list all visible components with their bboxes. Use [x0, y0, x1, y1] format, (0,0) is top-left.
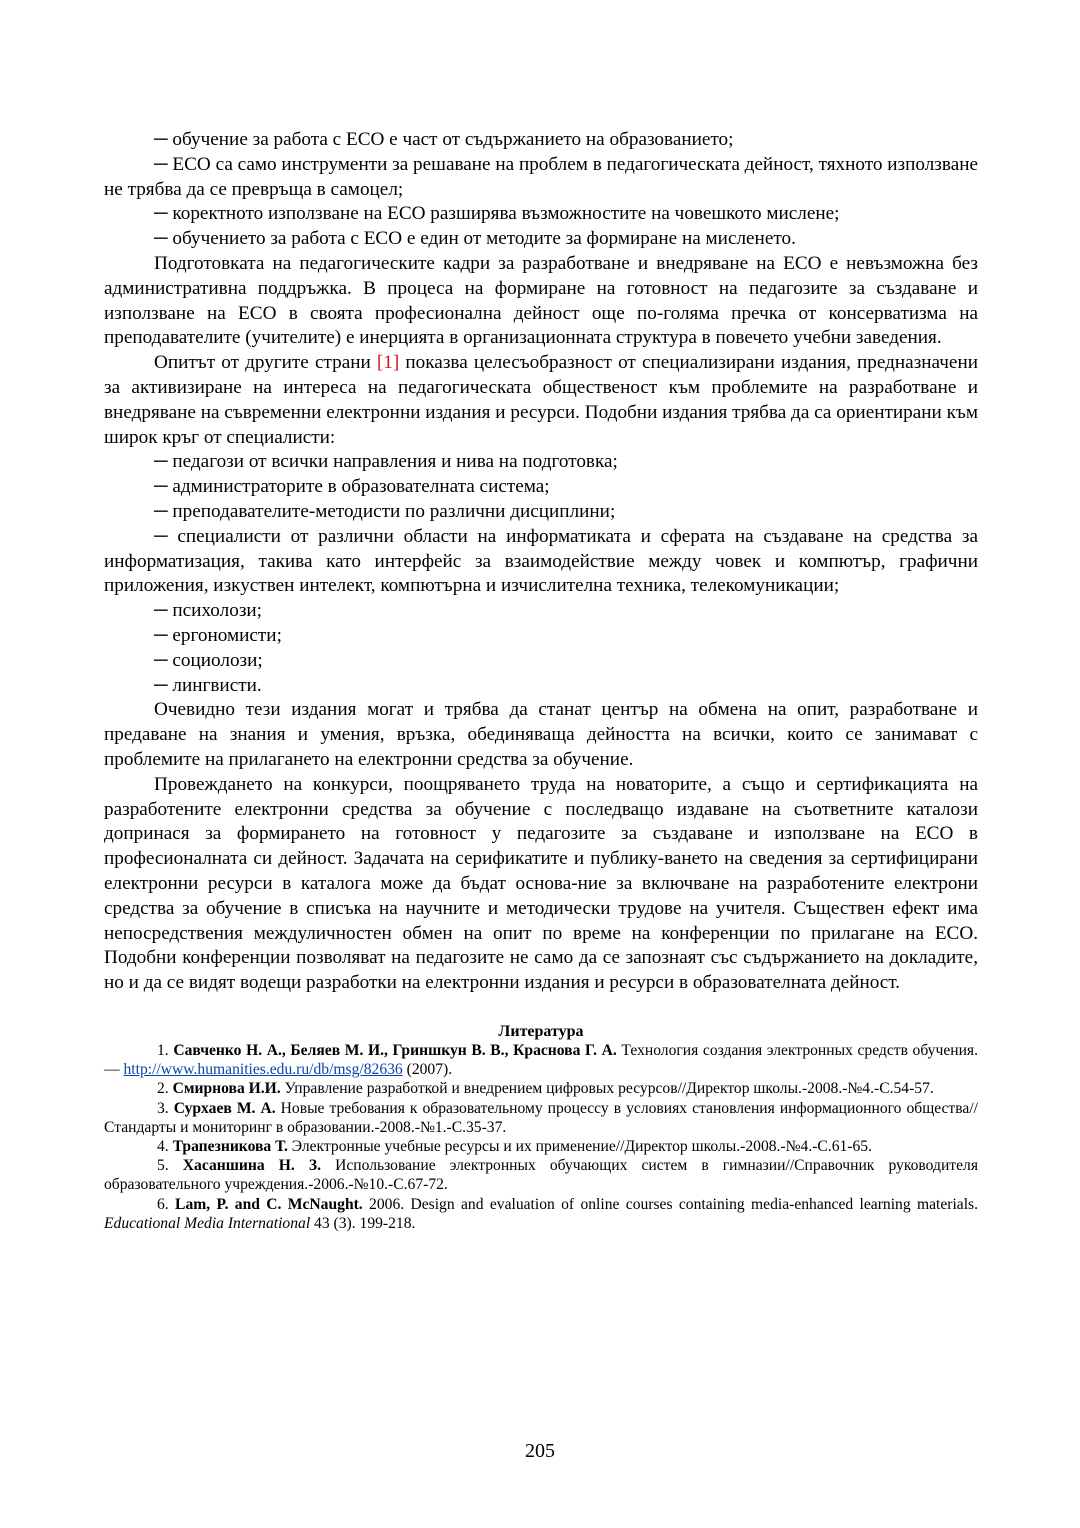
reference-authors: Хасаншина Н. З. [182, 1157, 321, 1175]
reference-item [104, 1099, 978, 1137]
paragraph-text: показва целесъобразност от специализирани издания, предназначени за активизиране на интереса на педагогическата общественост към проблемите на разработване и внедряване на съвременни електронни издания и ресурси. Подобни издания трябва да са ориентирани към широк кръг от специалисти: [104, 352, 978, 448]
reference-tail: 43 (3). 199-218. [310, 1214, 416, 1232]
reference-authors: Смирнова И.И. [172, 1080, 281, 1098]
paragraph [104, 351, 978, 450]
reference-authors: Сурхаев М. А. [173, 1099, 276, 1117]
reference-text: Новые требования к образовательному процессу в условиях становления информационного общества//Стандарты и мониторинг в образовании.-2008.-№1.-С.35-37. [104, 1099, 978, 1136]
reference-number: 3. [157, 1099, 174, 1117]
reference-text: Технология создания электронных средств обучения. — [104, 1041, 979, 1079]
list-item: ─ администраторите в образователната система; [154, 476, 550, 498]
paragraph-text: Опитът от другите страни [154, 352, 377, 374]
list-item: ─ коректното използване на ЕСО разширява възможностите на човешкото мислене; [154, 203, 840, 225]
page-number: 205 [525, 1440, 555, 1462]
reference-authors: Трапезникова Т. [172, 1137, 288, 1155]
reference-link[interactable]: http://www.humanities.edu.ru/db/msg/82636 [123, 1061, 403, 1079]
reference-number: 2. [157, 1080, 173, 1098]
list-item: ─ ергономисти; [154, 624, 282, 646]
reference-item [104, 1041, 978, 1079]
reference-number: 6. [157, 1195, 176, 1213]
list-item: ─ специалисти от различни области на информатиката и сферата на създаване на средства за информатизация, такива като интерфейс за взаимодействие между човек и компютър, графични приложения, изкуствен интелект, компютърна и изчислителна техника, телекомуникации; [104, 525, 978, 597]
list-item: ─ обучението за работа с ЕСО е един от методите за формиране на мисленето. [154, 228, 796, 250]
paragraph: Провеждането на конкурси, поощряването труда на новаторите, а също и сертификацията на разработените електронни средства за обучение с последващо издаване на съответните каталози допринася за формирането на готовност у педагозите за създаване и използване на ЕСО в професионалната си дейност. Задачата на серификатите и публику-ването на сведения за сертифицирани електронни ресурси в каталога може да бъдат основа-ние за включване на разработените електрони средства за обучение в списъка на научните и методически трудове на учителя. Съществен ефект има непосредствения междуличностен обмен на опит по време на конференции по прилагане на ЕСО. Подобни конференции позволяват на педагозите не само да се запознаят със съдържанието на докладите, но и да се видят водещи разработки на електронни издания и ресурси в образователната дейност. [104, 773, 978, 994]
reference-text: Управление разработкой и внедрением цифровых ресурсов//Директор школы.-2008.-№4.-С.54-57. [280, 1080, 934, 1098]
reference-text: Использование электронных обучающих систем в гимназии//Справочник руководителя образовательного учреждения.-2006.-№10.-С.67-72. [104, 1157, 978, 1194]
citation-link[interactable]: [1] [376, 352, 400, 374]
reference-item [104, 1079, 978, 1098]
reference-number: 1. [157, 1041, 174, 1059]
list-item: ─ психолози; [154, 600, 262, 622]
references-title: Литература [498, 1022, 584, 1040]
reference-text: Электронные учебные ресурсы и их применение//Директор школы.-2008.-№4.-С.61-65. [287, 1137, 872, 1155]
reference-authors: Савченко Н. А., Беляев М. И., Гриншкун В. В., Краснова Г. А. [173, 1041, 617, 1059]
reference-number: 4. [157, 1137, 173, 1155]
list-item: ─ лингвисти. [154, 674, 262, 696]
reference-item [104, 1156, 978, 1194]
reference-number: 5. [157, 1157, 183, 1175]
reference-journal: Educational Media International [104, 1214, 311, 1232]
reference-item [104, 1137, 978, 1156]
reference-authors: Lam, P. and C. McNaught. [175, 1195, 363, 1213]
list-item: ─ социолози; [154, 649, 263, 671]
reference-item [104, 1195, 978, 1233]
list-item: ─ ЕСО са само инструменти за решаване на проблем в педагогическата дейност, тяхното използване не трябва да се превръща в самоцел; [104, 153, 978, 200]
list-item: ─ преподавателите-методисти по различни дисциплини; [154, 500, 616, 522]
reference-tail: (2007). [402, 1061, 453, 1079]
paragraph: Очевидно тези издания могат и трябва да станат център на обмена на опит, разработване и предаване на знания и умения, връзка, обединяваща дейността на всички, които се занимават с проблемите на прилагането на електронни средства за обучение. [104, 699, 978, 770]
reference-text: 2006. Design and evaluation of online courses containing media-enhanced learning materials. [362, 1195, 979, 1213]
page-body [104, 128, 978, 1233]
list-item: ─ обучение за работа с ЕСО е част от съдържанието на образованието; [154, 129, 734, 150]
list-item: ─ педагози от всички направления и нива на подготовка; [154, 451, 618, 473]
paragraph: Подготовката на педагогическите кадри за разработване и внедряване на ЕСО е невъзможна без административна поддръжка. В процеса на формиране на готовност на педагозите за създаване и използване на ЕСО в своята професионална дейност още по-голяма пречка от консерватизма на преподавателите (учителите) е инерцията в организационната структура в повечето учебни заведения. [104, 252, 978, 349]
